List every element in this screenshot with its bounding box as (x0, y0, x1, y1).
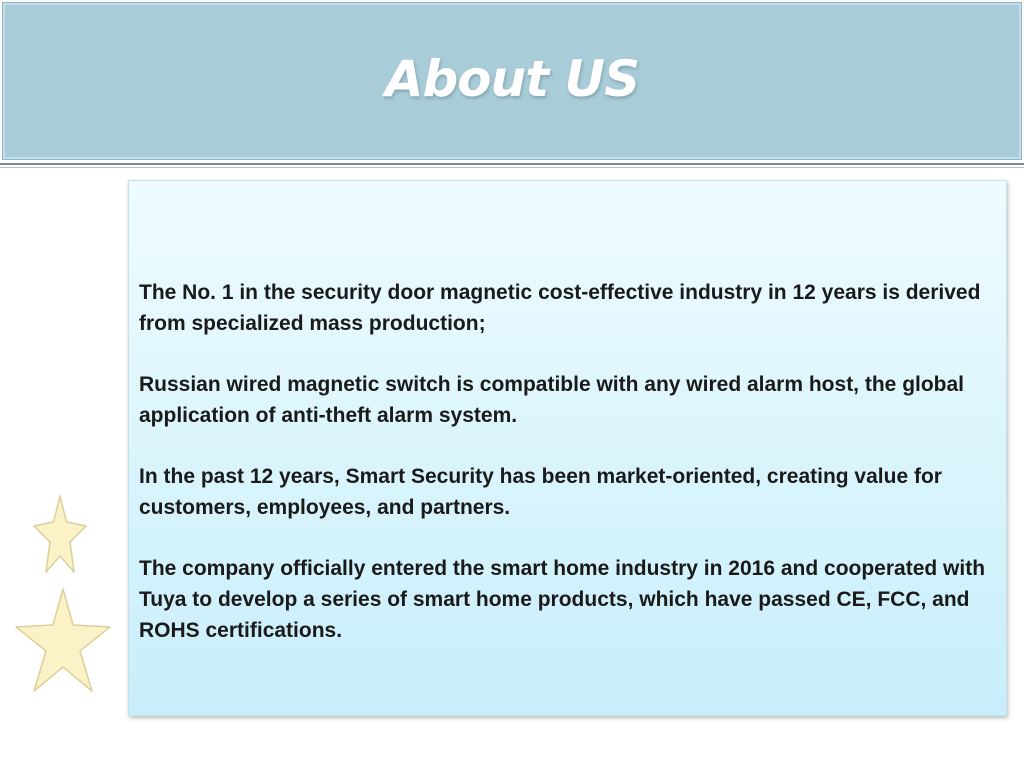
star-icon (32, 494, 88, 574)
paragraph-smart-home: The company officially entered the smart home industry in 2016 and cooperated with Tuya to develop a series of smart home products, which have passed CE, FCC, and ROHS certifications. (139, 557, 986, 642)
star-icon (14, 587, 112, 693)
title-divider-thin (0, 167, 1024, 168)
paragraph-production: The No. 1 in the security door magnetic cost-effective industry in 12 years is derived from specialized mass production; (139, 281, 981, 335)
content-box (128, 180, 1007, 716)
paragraph-market-oriented: In the past 12 years, Smart Security has been market-oriented, creating value for customers, employees, and partners. (139, 465, 942, 519)
page-title: About US (384, 50, 640, 108)
paragraph-magnetic-switch: Russian wired magnetic switch is compatible with any wired alarm host, the global application of anti-theft alarm system. (139, 373, 965, 427)
title-divider (0, 163, 1024, 165)
